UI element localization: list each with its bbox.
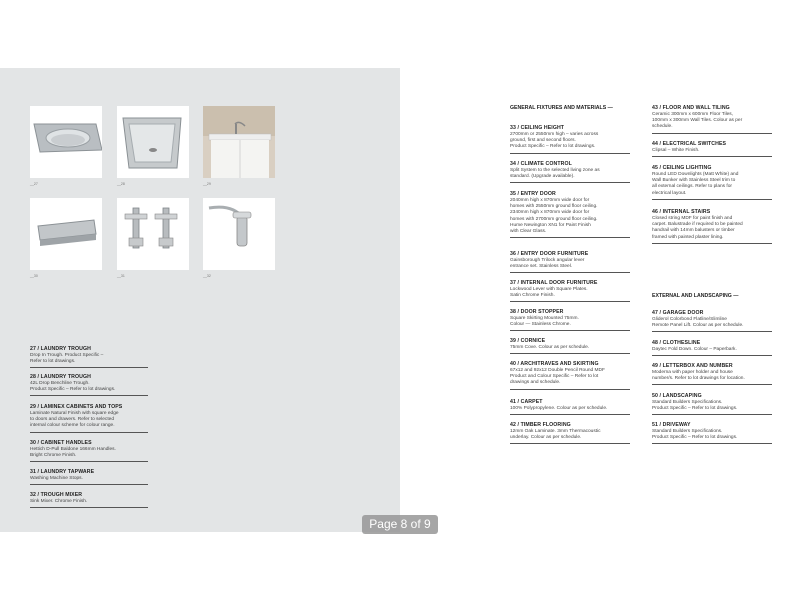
page-indicator: Page 8 of 9	[362, 515, 438, 534]
spec-line: Hume Newington XN1 for Paint Finish	[510, 222, 591, 228]
spec-line: number/s. Refer to lot drawings for location.	[652, 376, 745, 382]
right-page	[400, 68, 800, 532]
spec-line: 67x12 and 92x12 Double Pencil Round MDF	[510, 368, 605, 373]
divider	[652, 243, 772, 244]
spec-line: Clipsal – White Finish.	[652, 148, 700, 153]
spec-title: 43 / FLOOR AND WALL TILING	[652, 105, 730, 111]
spec-line: Product Specific – Refer to lot drawings.	[652, 435, 738, 441]
spec-line: entrance set. Stainless Steel.	[510, 264, 573, 270]
spec-item-48	[652, 340, 772, 356]
laundry-cabinet-photo	[203, 106, 275, 178]
spec-line: Ceramic 300mm x 600mm Floor Tiles,	[652, 112, 734, 117]
spec-line: internal colour scheme for colour range.	[30, 423, 115, 429]
divider	[510, 443, 630, 444]
divider	[510, 353, 630, 354]
divider	[30, 461, 148, 462]
divider	[510, 237, 630, 238]
spec-line: 100mm x 300mm Wall Tiles. Colour as per	[652, 118, 743, 124]
divider	[652, 156, 772, 157]
cabinet-handle-image	[30, 198, 102, 270]
spec-title: 28 / LAUNDRY TROUGH	[30, 374, 91, 380]
spec-line: 75mm Cove. Colour as per schedule.	[510, 345, 590, 350]
divider	[510, 153, 630, 154]
spec-line: Remote Panel Lift. Colour as per schedule.	[652, 323, 744, 329]
spec-line: Product Specific – Refer to lot drawings.	[652, 406, 738, 412]
spec-item-27	[30, 346, 148, 368]
washing-machine-stops-image	[117, 198, 189, 270]
divider	[652, 355, 772, 356]
spec-title: 44 / ELECTRICAL SWITCHES	[652, 141, 727, 147]
spec-item-42	[510, 422, 630, 444]
section-heading-general: GENERAL FIXTURES AND MATERIALS —	[510, 105, 613, 111]
spec-line: all external ceilings. Refer to plans for	[652, 184, 732, 190]
spec-title: 37 / INTERNAL DOOR FURNITURE	[510, 280, 598, 286]
spec-item-35	[510, 191, 630, 238]
divider	[652, 199, 772, 200]
spec-line: framed with painted plaster lining.	[652, 234, 724, 240]
divider	[652, 443, 772, 444]
spec-line: underlay. Colour as per schedule.	[510, 435, 582, 441]
section-heading-external: EXTERNAL AND LANDSCAPING —	[652, 293, 739, 299]
spec-item-38	[510, 309, 630, 331]
divider	[652, 331, 772, 332]
spec-line: 12mm Oak Laminate. 3mm Thermacoustic	[510, 429, 601, 434]
divider	[652, 414, 772, 415]
spec-title: 29 / LAMINEX CABINETS AND TOPS	[30, 404, 123, 410]
spec-line: Split System to the selected living zone as	[510, 168, 600, 173]
spec-line: standard. (Upgrade available).	[510, 174, 575, 180]
spec-item-32	[30, 492, 148, 508]
laundry-trough-image	[117, 106, 189, 178]
spec-line: Gliderol Colorbond Flatline/Slimline	[652, 317, 727, 322]
spec-item-44	[652, 141, 772, 157]
spec-line: Gainsborough Trilock angular lever	[510, 258, 585, 263]
thumb-caption: __30	[30, 274, 38, 278]
divider	[30, 484, 148, 485]
spec-line: carpet. Balustrade if required to be painted	[652, 222, 743, 228]
laundry-trough-image	[30, 106, 102, 178]
spec-line: electrical layout.	[652, 190, 687, 196]
spec-title: 27 / LAUNDRY TROUGH	[30, 346, 91, 352]
spec-title: 47 / GARAGE DOOR	[652, 310, 704, 316]
spec-line: to doors and drawers. Refer to selected	[30, 417, 114, 423]
spec-line: 2700mm or 2550mm high – varies across	[510, 132, 599, 137]
spec-item-50	[652, 393, 772, 415]
spec-item-40	[510, 361, 630, 390]
spec-title: 30 / CABINET HANDLES	[30, 440, 92, 446]
spec-line: Closed string MDF for paint finish and	[652, 216, 733, 221]
spec-item-37	[510, 280, 630, 302]
spec-line: Satin Chrome Finish.	[510, 293, 555, 299]
spec-line: Daytec Fold Down. Colour – Paperbark.	[652, 347, 737, 352]
spec-item-39	[510, 338, 630, 354]
spec-item-51	[652, 422, 772, 444]
spec-item-36	[510, 251, 630, 273]
spec-item-47	[652, 310, 772, 332]
spec-line: Lockwood Lever with Square Plates.	[510, 287, 588, 292]
spec-line: homes with 2700mm ground floor ceiling.	[510, 216, 598, 222]
divider	[510, 182, 630, 183]
spec-title: 39 / CORNICE	[510, 338, 546, 344]
thumb-caption: __29	[203, 182, 211, 186]
spec-line: 2340mm high x 870mm wide door for	[510, 210, 590, 216]
spec-line: Product and Colour Specific – Refer to lot	[510, 374, 599, 380]
spec-line: with Clear Glass.	[510, 229, 547, 235]
spec-line: homes with 2550mm ground floor ceiling.	[510, 204, 598, 210]
spec-title: 42 / TIMBER FLOORING	[510, 422, 571, 428]
spec-line: Hettich D-Pull Baldone 166mm Handles.	[30, 447, 116, 452]
spec-item-41	[510, 399, 630, 415]
divider	[30, 367, 148, 368]
divider	[652, 384, 772, 385]
divider	[30, 507, 148, 508]
spec-title: 31 / LAUNDRY TAPWARE	[30, 469, 95, 475]
spec-title: 34 / CLIMATE CONTROL	[510, 161, 572, 167]
spec-title: 41 / CARPET	[510, 399, 543, 405]
spec-title: 35 / ENTRY DOOR	[510, 191, 556, 197]
spec-item-31	[30, 469, 148, 485]
spec-line: 100% Polypropylene. Colour as per schedule.	[510, 406, 608, 411]
spec-title: 46 / INTERNAL STAIRS	[652, 209, 711, 215]
spec-item-33	[510, 125, 630, 154]
spec-line: Product Specific – Refer to lot drawings.	[30, 387, 116, 393]
spec-line: Refer to lot drawings.	[30, 359, 76, 365]
spec-title: 38 / DOOR STOPPER	[510, 309, 564, 315]
spec-line: 42L Drop Benchline Trough.	[30, 381, 90, 386]
thumb-caption: __32	[203, 274, 211, 278]
spec-line: Drop In Trough. Product Specific –	[30, 353, 104, 358]
thumb-caption: __28	[117, 182, 125, 186]
spec-line: Colour — Stainless Chrome.	[510, 322, 571, 328]
spec-item-45	[652, 165, 772, 200]
spec-line: Moderna with paper holder and house	[652, 370, 733, 375]
spec-title: 51 / DRIVEWAY	[652, 422, 691, 428]
spec-title: 40 / ARCHITRAVES AND SKIRTING	[510, 361, 599, 367]
spec-item-29	[30, 404, 148, 433]
divider	[30, 395, 148, 396]
spec-line: ground, first and second floors.	[510, 138, 576, 144]
spec-line: Square Skirting Mounted 75mm.	[510, 316, 579, 321]
spec-title: 48 / CLOTHESLINE	[652, 340, 701, 346]
thumb-caption: __27	[30, 182, 38, 186]
divider	[510, 389, 630, 390]
spec-item-30	[30, 440, 148, 462]
spec-item-46	[652, 209, 772, 244]
spec-line: Product Specific – Refer to lot drawings.	[510, 144, 596, 150]
spec-line: 2040mm high x 870mm wide door for	[510, 198, 590, 203]
spec-line: Laminate Natural Finish with square edge	[30, 411, 119, 416]
spec-line: Standard Builders Specifications.	[652, 400, 723, 405]
spec-title: 36 / ENTRY DOOR FURNITURE	[510, 251, 589, 257]
spec-title: 32 / TROUGH MIXER	[30, 492, 83, 498]
spec-line: handrail with 14mm balusters or timber	[652, 228, 735, 234]
sink-mixer-image	[203, 198, 275, 270]
spec-item-49	[652, 363, 772, 385]
divider	[510, 272, 630, 273]
spec-title: 45 / CEILING LIGHTING	[652, 165, 712, 171]
divider	[510, 301, 630, 302]
left-page	[0, 68, 400, 532]
document-spread	[0, 68, 800, 532]
spec-item-43	[652, 105, 772, 134]
spec-item-34	[510, 161, 630, 183]
spec-title: 50 / LANDSCAPING	[652, 393, 702, 399]
spec-line: drawings and schedule.	[510, 380, 561, 386]
spec-line: Round LED Downlights (Matt White) and	[652, 172, 739, 177]
spec-line: Sink Mixer. Chrome Finish.	[30, 499, 88, 504]
divider	[652, 133, 772, 134]
thumb-caption: __31	[117, 274, 125, 278]
spec-line: schedule.	[652, 124, 673, 130]
divider	[30, 432, 148, 433]
spec-title: 49 / LETTERBOX AND NUMBER	[652, 363, 733, 369]
spec-line: Standard Builders Specifications.	[652, 429, 723, 434]
spec-title: 33 / CEILING HEIGHT	[510, 125, 565, 131]
spec-line: Bright Chrome Finish.	[30, 453, 77, 459]
spec-item-28	[30, 374, 148, 396]
spec-line: Washing Machine Stops.	[30, 476, 83, 481]
spec-line: Wall Bunker with Stainless Steel trim to	[652, 178, 736, 184]
divider	[510, 414, 630, 415]
divider	[510, 330, 630, 331]
